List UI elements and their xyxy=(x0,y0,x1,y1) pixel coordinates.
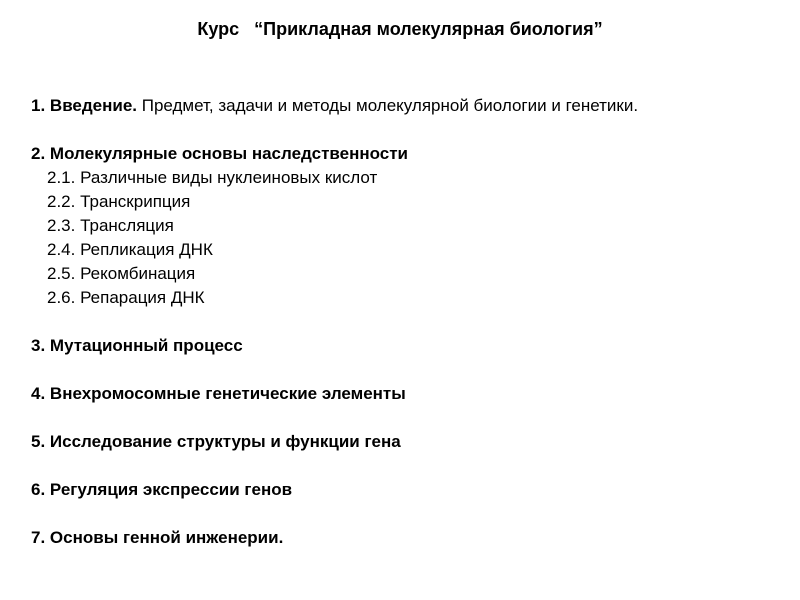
section-2-number: 2. xyxy=(31,144,46,163)
section-7 xyxy=(31,527,283,549)
section-3-number: 3. xyxy=(31,336,46,355)
section-3-heading: Мутационный процесс xyxy=(49,336,243,355)
section-3 xyxy=(31,335,243,357)
section-7-heading: Основы генной инженерии. xyxy=(49,528,284,547)
section-5-number: 5. xyxy=(31,432,46,451)
subitem-2-3: 2.3. Трансляция xyxy=(47,216,174,235)
subitem-2-5: 2.5. Рекомбинация xyxy=(47,264,196,283)
section-5 xyxy=(31,431,401,453)
section-2-heading: Молекулярные основы наследственности xyxy=(49,144,409,163)
section-6 xyxy=(31,479,292,501)
section-5-heading: Исследование структуры и функции гена xyxy=(49,432,401,451)
slide-title: Курс “Прикладная молекулярная биология” xyxy=(197,19,603,39)
subitem-2-6: 2.6. Репарация ДНК xyxy=(47,288,205,307)
section-4 xyxy=(31,383,406,405)
section-7-number: 7. xyxy=(31,528,46,547)
section-1 xyxy=(31,95,638,117)
section-6-number: 6. xyxy=(31,480,46,499)
subitem-2-1: 2.1. Различные виды нуклеиновых кислот xyxy=(47,168,378,187)
subitem-2-4: 2.4. Репликация ДНК xyxy=(47,240,213,259)
section-1-text: Предмет, задачи и методы молекулярной биологии и генетики. xyxy=(137,96,639,115)
section-1-number: 1. xyxy=(31,96,46,115)
section-2 xyxy=(31,143,408,165)
subitem-2-2: 2.2. Транскрипция xyxy=(47,192,191,211)
section-1-heading: Введение. xyxy=(49,96,138,115)
section-4-heading: Внехромосомные генетические элементы xyxy=(49,384,406,403)
section-6-heading: Регуляция экспрессии генов xyxy=(49,480,293,499)
section-4-number: 4. xyxy=(31,384,46,403)
